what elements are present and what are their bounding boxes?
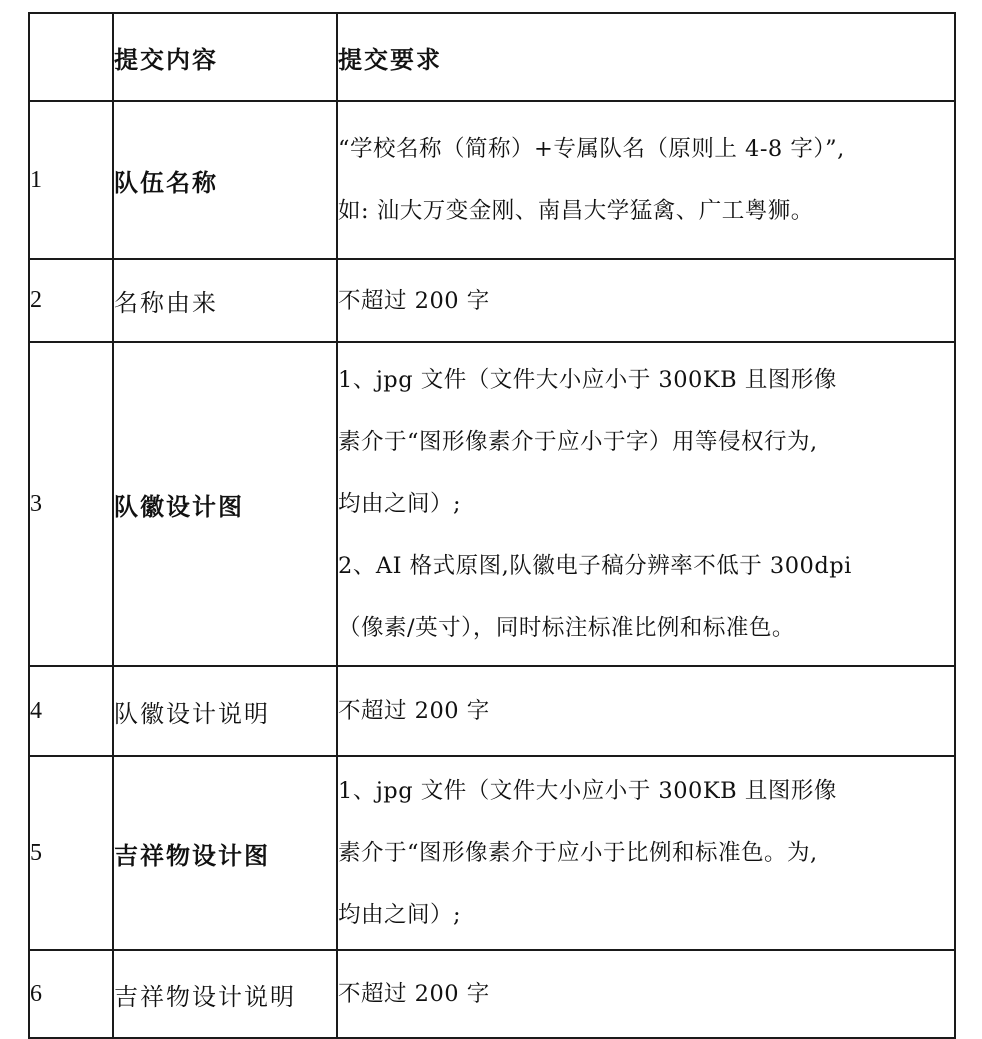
- row-requirement: [337, 666, 955, 756]
- row-content: 队伍名称: [113, 101, 337, 259]
- header-requirement-cell: 提交要求: [337, 13, 955, 101]
- requirement-line: 均由之间）;: [338, 902, 462, 928]
- row-content: 吉祥物设计说明: [113, 950, 337, 1038]
- row-number: 2: [29, 259, 113, 342]
- row-requirement: [337, 756, 955, 950]
- row-requirement: [337, 342, 955, 666]
- row-number: 4: [29, 666, 113, 756]
- row-number: 3: [29, 342, 113, 666]
- requirement-line: （像素/英寸），同时标注标准比例和标准色。: [338, 615, 795, 641]
- row-content: 队徽设计说明: [113, 666, 337, 756]
- requirement-line: 素介于“图形像素介于应小于字）用等侵权行为,: [338, 429, 818, 455]
- requirement-line: 不超过 200 字: [338, 287, 490, 314]
- requirement-line: 不超过 200 字: [338, 698, 490, 724]
- row-number: 5: [29, 756, 113, 950]
- row-requirement: [337, 950, 955, 1038]
- requirement-line: 不超过 200 字: [338, 981, 490, 1007]
- table-row: [29, 756, 955, 950]
- row-content: 队徽设计图: [113, 342, 337, 666]
- row-content: 吉祥物设计图: [113, 756, 337, 950]
- table-header-row: [29, 13, 955, 101]
- table-row: [29, 950, 955, 1038]
- header-content-cell: 提交内容: [113, 13, 337, 101]
- requirement-line: 素介于“图形像素介于应小于比例和标准色。为,: [338, 840, 818, 866]
- requirement-line: 2、AI 格式原图,队徽电子稿分辨率不低于 300dpi: [338, 553, 852, 579]
- row-requirement: [337, 101, 955, 259]
- row-number: 6: [29, 950, 113, 1038]
- requirement-line: “学校名称（简称）+专属队名（原则上 4-8 字）”,: [338, 136, 845, 162]
- requirement-line: 均由之间）;: [338, 491, 462, 517]
- table-row: [29, 101, 955, 259]
- table-row: [29, 666, 955, 756]
- row-requirement: [337, 259, 955, 342]
- row-content: 名称由来: [113, 259, 337, 342]
- requirement-line: 1、jpg 文件（文件大小应小于 300KB 且图形像: [338, 367, 837, 393]
- header-num-cell: [29, 13, 113, 101]
- table-row: [29, 342, 955, 666]
- row-number: 1: [29, 101, 113, 259]
- requirement-line: 如: 汕大万变金刚、南昌大学猛禽、广工粤狮。: [338, 198, 814, 224]
- table-row: [29, 259, 955, 342]
- submission-requirements-table: [28, 12, 956, 1039]
- requirement-line: 1、jpg 文件（文件大小应小于 300KB 且图形像: [338, 778, 837, 804]
